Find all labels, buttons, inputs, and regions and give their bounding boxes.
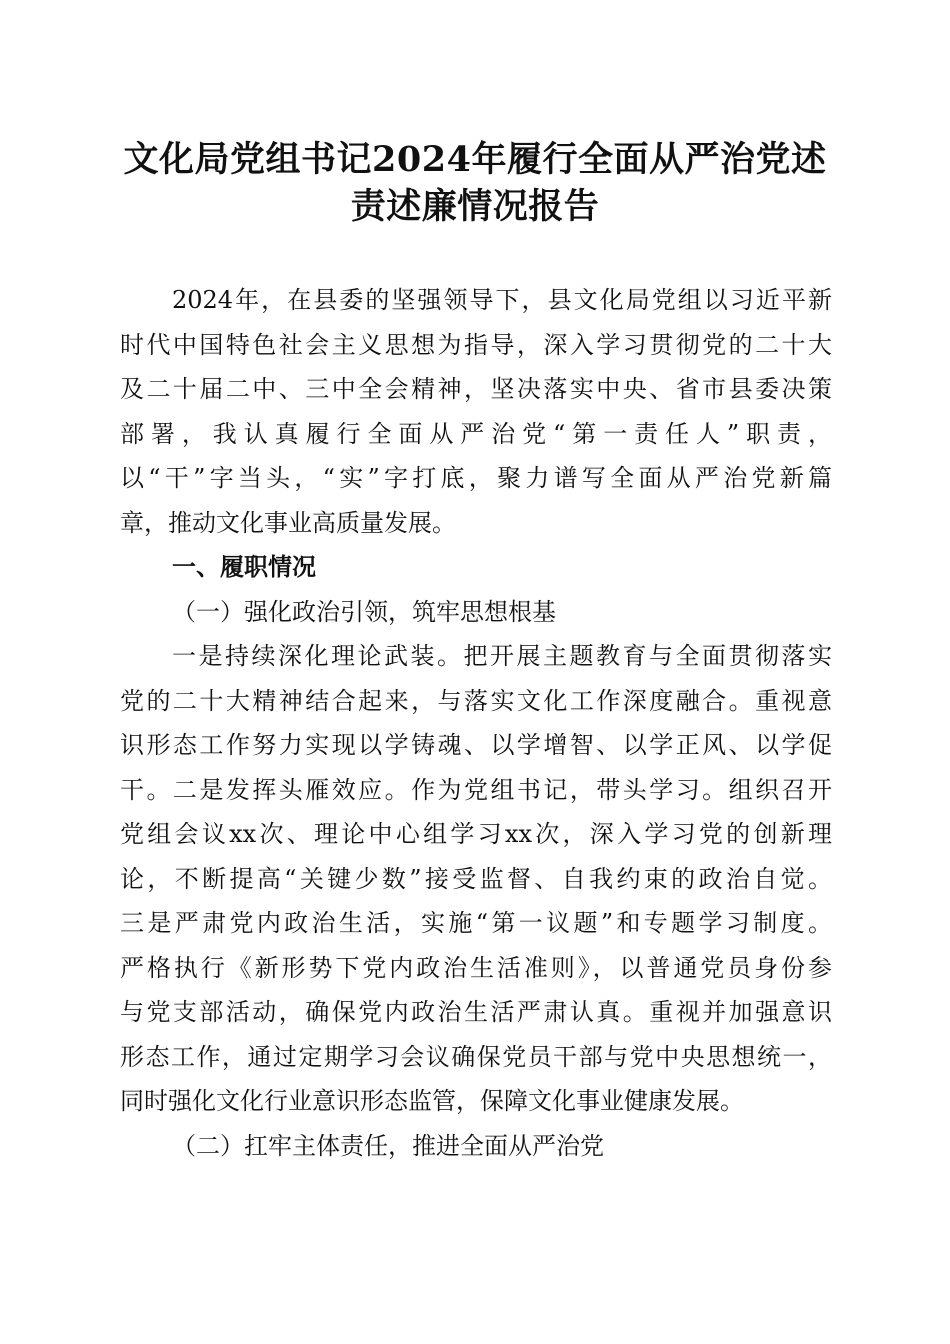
section-heading: 一、履职情况 <box>172 553 316 581</box>
text-line: 严格执行《新形势下党内政治生活准则》，以普通党员身份参 <box>120 953 832 982</box>
text-line: 2024年，在县委的坚强领导下，县文化局党组以习近平新 <box>172 286 832 314</box>
text-line: 识形态工作努力实现以学铸魂、以学增智、以学正风、以学促 <box>120 731 832 759</box>
intro-paragraph <box>120 278 832 545</box>
text-line: 章，推动文化事业高质量发展。 <box>120 508 456 537</box>
text-line: 及二十届二中、三中全会精神，坚决落实中央、省市县委决策 <box>120 375 832 403</box>
text-line: 党的二十大精神结合起来，与落实文化工作深度融合。重视意 <box>120 686 832 715</box>
subsection-heading: （一）强化政治引领，筑牢思想根基 <box>172 597 556 626</box>
text-line: 与党支部活动，确保党内政治生活严肃认真。重视并加强意识 <box>120 998 832 1026</box>
text-line: 一是持续深化理论武装。把开展主题教育与全面贯彻落实 <box>172 642 832 670</box>
document-title <box>100 136 850 230</box>
title-line-2: 责述廉情况报告 <box>350 186 600 227</box>
text-line: 干。二是发挥头雁效应。作为党组书记，带头学习。组织召开 <box>120 775 832 804</box>
text-line: 论，不断提高“关键少数”接受监督、自我约束的政治自觉。 <box>120 864 832 893</box>
title-line-1: 文化局党组书记2024年履行全面从严治党述 <box>123 139 827 180</box>
text-line: 时代中国特色社会主义思想为指导，深入学习贯彻党的二十大 <box>120 330 832 359</box>
text-line: 以“干”字当头，“实”字打底，聚力谱写全面从严治党新篇 <box>120 464 832 492</box>
subsection-heading: （二）扛牢主体责任，推进全面从严治党 <box>172 1131 604 1160</box>
text-line: 同时强化文化行业意识形态监管，保障文化事业健康发展。 <box>120 1087 744 1115</box>
text-line: 部署，我认真履行全面从严治党“第一责任人”职责， <box>120 419 832 448</box>
text-line: 形态工作，通过定期学习会议确保党员干部与党中央思想统一， <box>120 1042 832 1071</box>
text-line: 党组会议xx次、理论中心组学习xx次，深入学习党的创新理 <box>120 820 832 848</box>
document-body <box>120 278 832 1168</box>
text-line: 三是严肃党内政治生活，实施“第一议题”和专题学习制度。 <box>120 909 832 937</box>
subsection-1-paragraph <box>120 634 832 1124</box>
